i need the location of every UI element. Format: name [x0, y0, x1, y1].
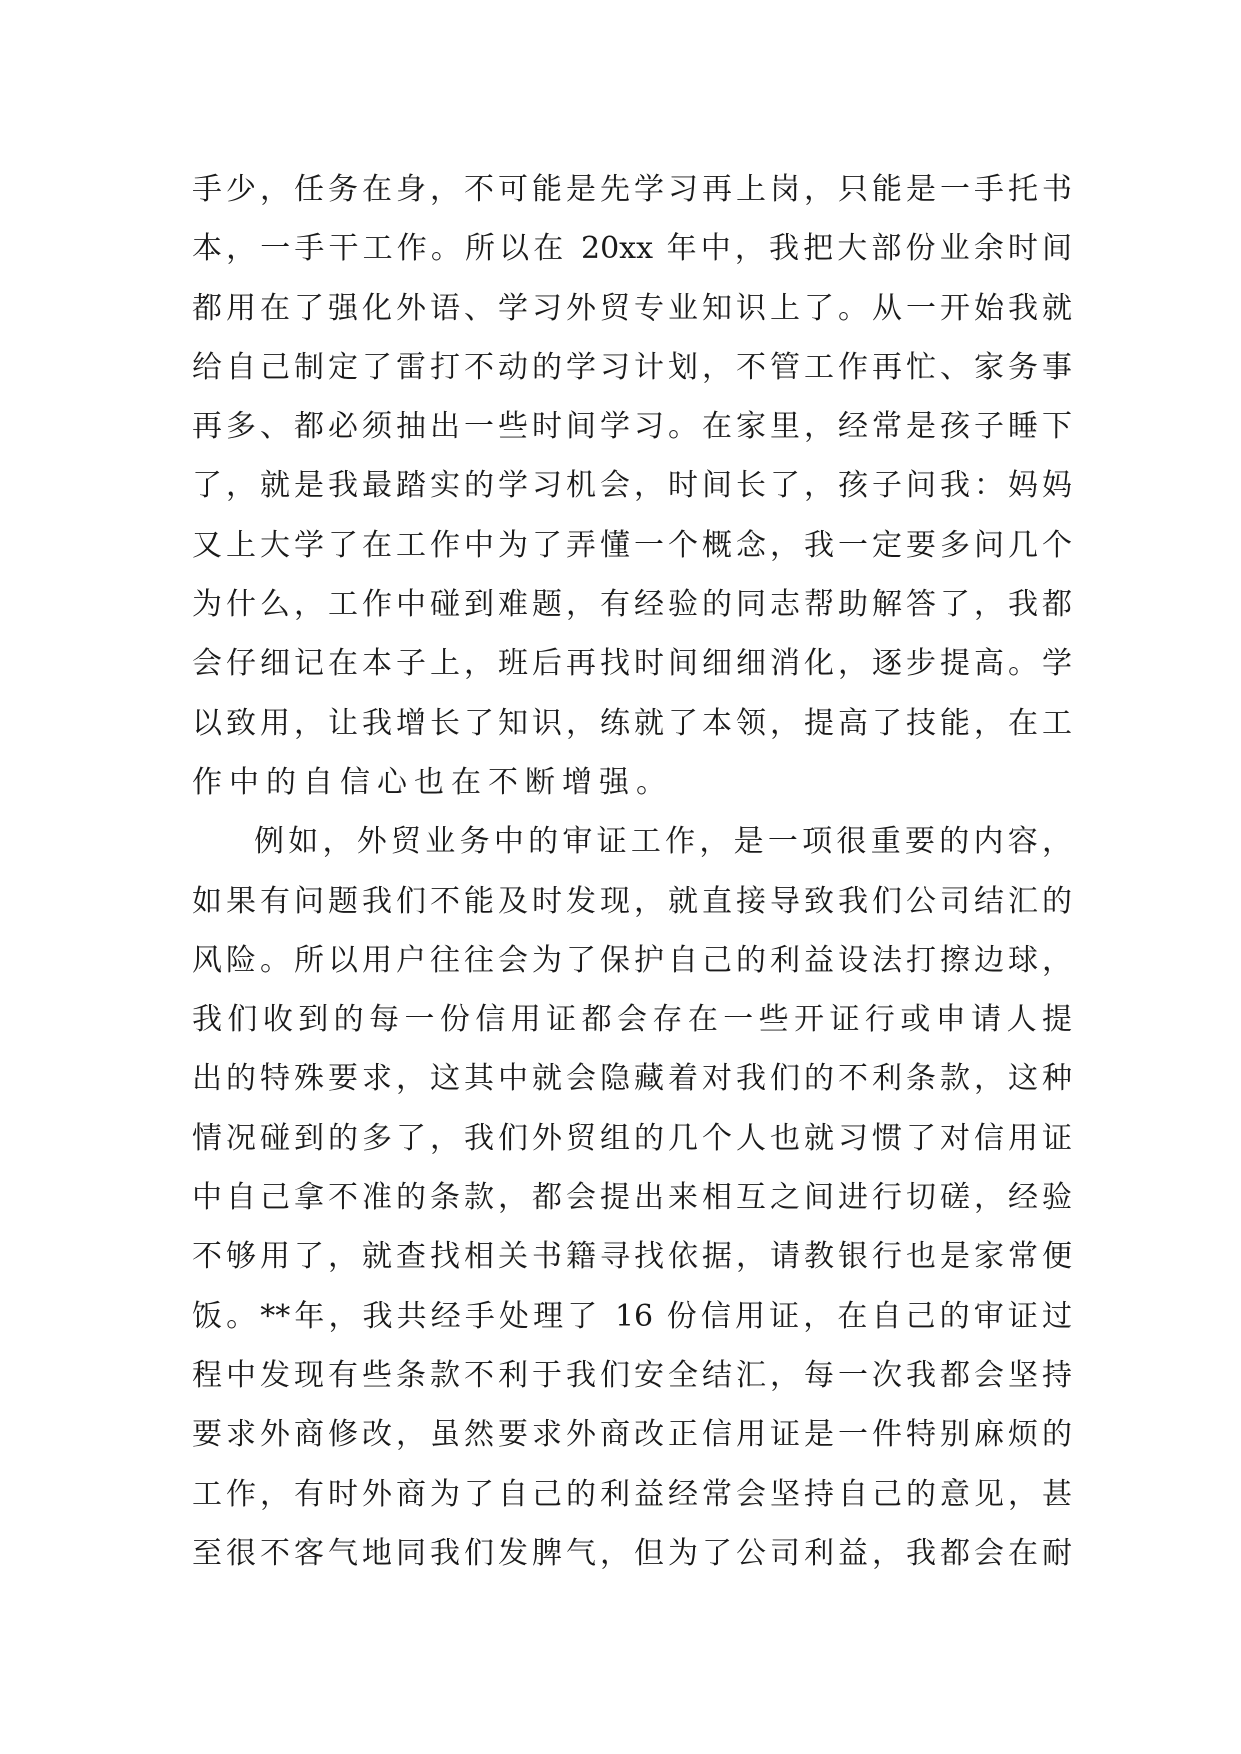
- text-line: 饭。**年，我共经手处理了 16 份信用证，在自己的审证过: [192, 1298, 1072, 1334]
- text-line: 如果有问题我们不能及时发现，就直接导致我们公司结汇的: [192, 883, 1072, 919]
- text-line: 要求外商修改，虽然要求外商改正信用证是一件特别麻烦的: [192, 1417, 1072, 1453]
- text-line: 作中的自信心也在不断增强。: [192, 764, 673, 800]
- text-line: 风险。所以用户往往会为了保护自己的利益设法打擦边球，: [192, 942, 1072, 978]
- text-line: 再多、都必须抽出一些时间学习。在家里，经常是孩子睡下: [192, 409, 1072, 445]
- text-line: 为什么，工作中碰到难题，有经验的同志帮助解答了，我都: [192, 587, 1072, 623]
- text-line: 中自己拿不准的条款，都会提出来相互之间进行切磋，经验: [192, 1180, 1072, 1216]
- text-line: 工作，有时外商为了自己的利益经常会坚持自己的意见，甚: [192, 1476, 1072, 1512]
- text-line-first: 例如，外贸业务中的审证工作，是一项很重要的内容，: [254, 824, 1072, 860]
- text-line: 本，一手干工作。所以在 20xx 年中，我把大部份业余时间: [192, 231, 1072, 267]
- body-text: [192, 160, 1072, 1583]
- text-line: 不够用了，就查找相关书籍寻找依据，请教银行也是家常便: [192, 1239, 1072, 1275]
- text-line: 程中发现有些条款不利于我们安全结汇，每一次我都会坚持: [192, 1357, 1072, 1393]
- text-line: 情况碰到的多了，我们外贸组的几个人也就习惯了对信用证: [192, 1120, 1072, 1156]
- text-line: 了，就是我最踏实的学习机会，时间长了，孩子问我：妈妈: [192, 468, 1072, 504]
- text-line: 以致用，让我增长了知识，练就了本领，提高了技能，在工: [192, 705, 1072, 741]
- text-line: 出的特殊要求，这其中就会隐藏着对我们的不利条款，这种: [192, 1061, 1072, 1097]
- text-line: 会仔细记在本子上，班后再找时间细细消化，逐步提高。学: [192, 646, 1072, 682]
- text-line: 给自己制定了雷打不动的学习计划，不管工作再忙、家务事: [192, 349, 1072, 385]
- text-line: 手少，任务在身，不可能是先学习再上岗，只能是一手托书: [192, 172, 1072, 207]
- text-line: 我们收到的每一份信用证都会存在一些开证行或申请人提: [192, 1002, 1072, 1038]
- text-line: 至很不客气地同我们发脾气，但为了公司利益，我都会在耐: [192, 1535, 1072, 1571]
- text-line: 都用在了强化外语、学习外贸专业知识上了。从一开始我就: [192, 290, 1072, 326]
- text-line: 又上大学了在工作中为了弄懂一个概念，我一定要多问几个: [192, 527, 1072, 563]
